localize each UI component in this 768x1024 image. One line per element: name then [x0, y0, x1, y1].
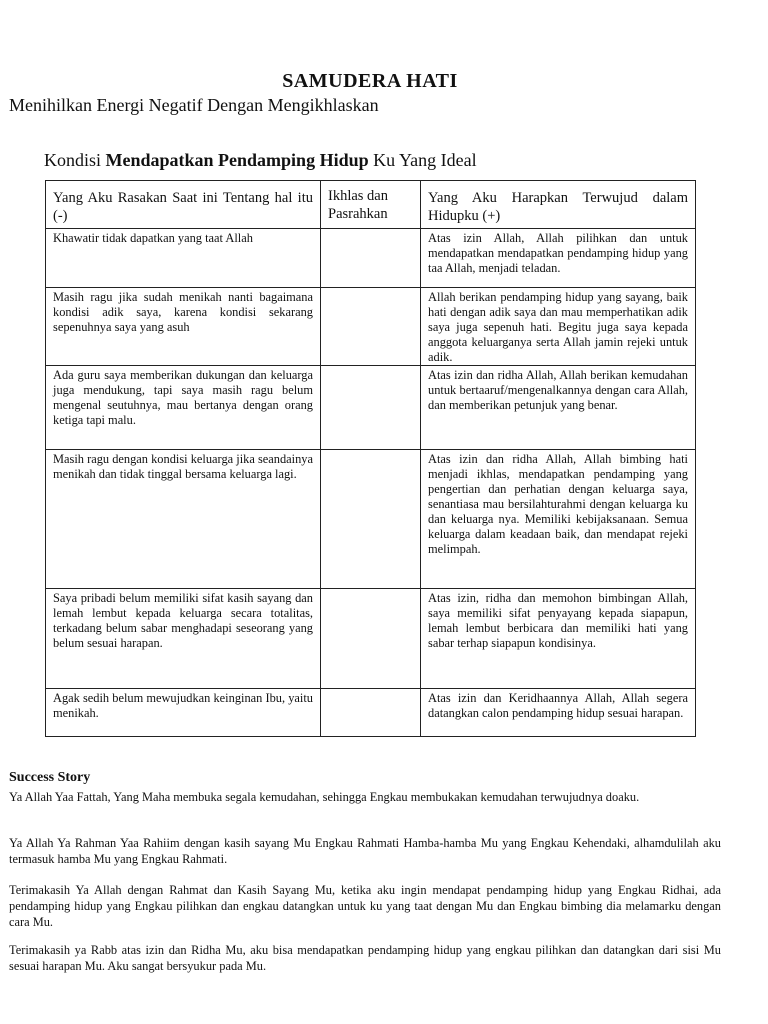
cell-hope: Atas izin, ridha dan memohon bimbingan Allah, saya memiliki sifat penyayang kepada siapapun, lemah lembut berbicara dan memiliki hati yang sabar terhap siapapun kondisinya.	[421, 589, 696, 689]
success-paragraph: Ya Allah Yaa Fattah, Yang Maha membuka segala kemudahan, sehingga Engkau membukakan kemudahan terwujudnya doaku.	[9, 790, 640, 804]
success-paragraph: Terimakasih Ya Allah dengan Rahmat dan Kasih Sayang Mu, ketika aku ingin mendapat pendamping hidup yang Engkau Ridhai, ada pendamping hidup yang Engkau pilihkan dan engkau datangkan untuk ku yang taat dengan Mu dan Engkau bimbing dia melamarku dengan cara Mu.	[9, 883, 721, 929]
cell-hope: Allah berikan pendamping hidup yang sayang, baik hati dengan adik saya dan mau memperhatikan adik saya juga sepenuh hati. Begitu juga saya kepada anggota keluarganya serta Allah jamin rejeki untuk adik.	[421, 288, 696, 366]
success-paragraph: Terimakasih ya Rabb atas izin dan Ridha Mu, aku bisa mendapatkan pendamping hidup yang engkau pilihkan dan datangkan dari sisi Mu sesuai harapan Mu. Aku sangat bersyukur pada Mu.	[9, 943, 721, 973]
cell-felt: Saya pribadi belum memiliki sifat kasih sayang dan lemah lembut kepada keluarga secara totalitas, terkadang belum sabar menghadapi seseorang yang belum sesuai harapan.	[46, 589, 321, 689]
section-heading-prefix: Kondisi	[44, 150, 106, 170]
cell-surrender	[321, 229, 421, 288]
table-row	[46, 450, 696, 589]
table-row	[46, 366, 696, 450]
table-header-row	[46, 181, 696, 229]
section-heading-suffix: Ku Yang Ideal	[368, 150, 477, 170]
header-surrender: Ikhlas dan Pasrahkan	[321, 181, 421, 229]
document-subtitle: Menihilkan Energi Negatif Dengan Mengikhlaskan	[9, 95, 379, 115]
cell-felt: Khawatir tidak dapatkan yang taat Allah	[46, 229, 321, 288]
cell-surrender	[321, 288, 421, 366]
table-row	[46, 689, 696, 737]
cell-surrender	[321, 450, 421, 589]
document-title: SAMUDERA HATI	[282, 70, 458, 92]
header-felt: Yang Aku Rasakan Saat ini Tentang hal itu (-)	[46, 181, 321, 229]
cell-surrender	[321, 689, 421, 737]
section-heading-bold: Mendapatkan Pendamping Hidup	[105, 150, 369, 170]
cell-surrender	[321, 366, 421, 450]
success-paragraph: Ya Allah Ya Rahman Yaa Rahiim dengan kasih sayang Mu Engkau Rahmati Hamba-hamba Mu yang Engkau Kehendaki, alhamdulilah aku termasuk hamba Mu yang Engkau Rahmati.	[9, 836, 721, 866]
cell-felt: Ada guru saya memberikan dukungan dan keluarga juga mendukung, tapi saya masih ragu belum mengenal seutuhnya, mau bertanya dengan orang ketiga tapi malu.	[46, 366, 321, 450]
cell-felt: Masih ragu dengan kondisi keluarga jika seandainya menikah dan tidak tinggal bersama keluarga lagi.	[46, 450, 321, 589]
table-row	[46, 288, 696, 366]
cell-hope: Atas izin dan ridha Allah, Allah berikan kemudahan untuk bertaaruf/mengenalkannya dengan cara Allah, dan memberikan petunjuk yang benar.	[421, 366, 696, 450]
success-story-heading: Success Story	[9, 770, 91, 785]
table-row	[46, 229, 696, 288]
table-row	[46, 589, 696, 689]
cell-hope: Atas izin dan ridha Allah, Allah bimbing hati menjadi ikhlas, mendapatkan pendamping yang pengertian dan perhatian dengan keluarga saya, senantiasa mau bersilahturahmi dengan keluarga ku dan keluarga nya. Memiliki kebijaksanaan. Semua keluarga dalam keadaan baik, dan mendapat rejeki melimpah.	[421, 450, 696, 589]
cell-hope: Atas izin dan Keridhaannya Allah, Allah segera datangkan calon pendamping hidup sesuai harapan.	[421, 689, 696, 737]
header-hope: Yang Aku Harapkan Terwujud dalam Hidupku (+)	[421, 181, 696, 229]
section-heading	[44, 149, 477, 171]
cell-felt: Agak sedih belum mewujudkan keinginan Ibu, yaitu menikah.	[46, 689, 321, 737]
reflection-table	[45, 180, 696, 737]
cell-surrender	[321, 589, 421, 689]
cell-felt: Masih ragu jika sudah menikah nanti bagaimana kondisi adik saya, karena kondisi sekarang sepenuhnya saya yang asuh	[46, 288, 321, 366]
cell-hope: Atas izin Allah, Allah pilihkan dan untuk mendapatkan mendapatkan pendamping hidup yang taa Allah, menjadi teladan.	[421, 229, 696, 288]
